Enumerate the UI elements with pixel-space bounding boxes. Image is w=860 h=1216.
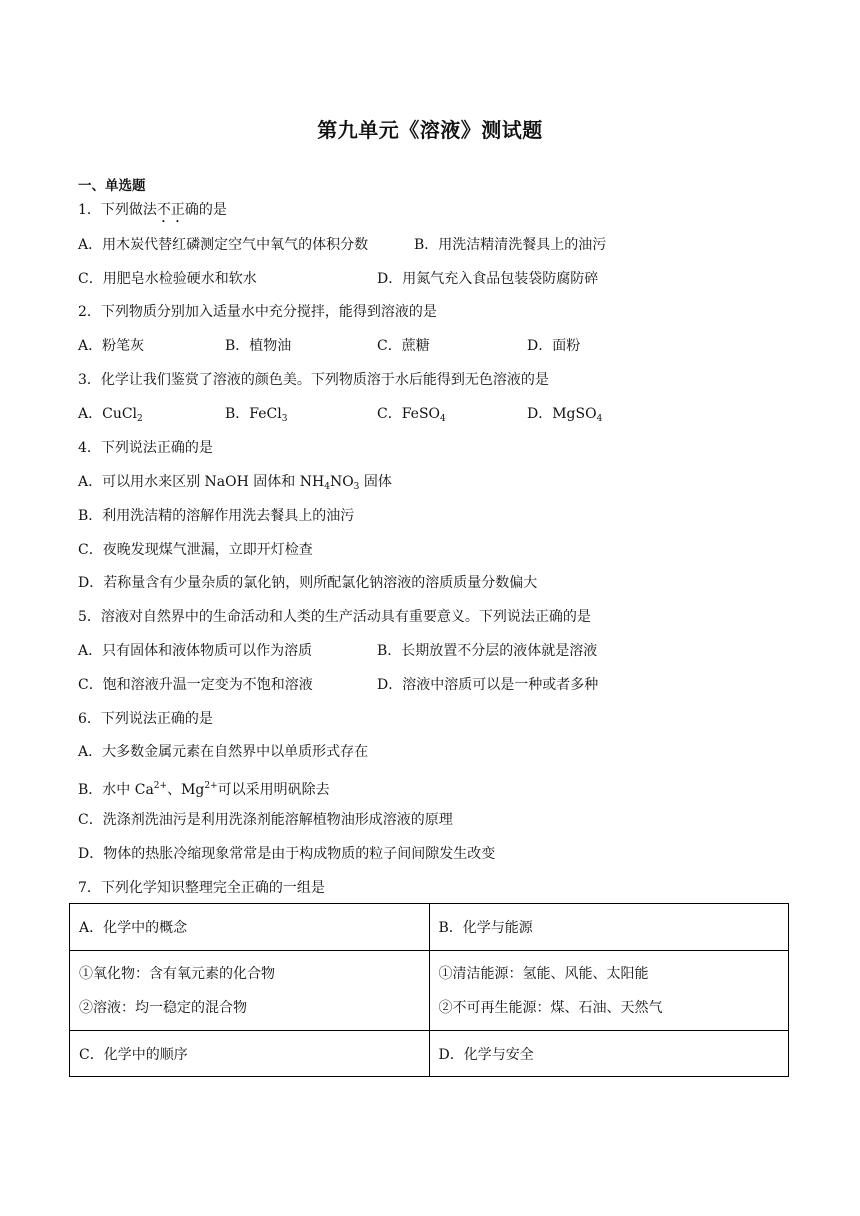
question-3-option-a bbox=[78, 404, 143, 429]
question-7-stem: 7．下列化学知识整理完全正确的一组是 bbox=[78, 880, 325, 896]
option-text: C．FeSO bbox=[377, 406, 441, 422]
question-4-option-c: C．夜晚发现煤气泄漏，立即开灯检查 bbox=[78, 542, 313, 558]
subscript: 2 bbox=[137, 414, 143, 424]
question-6-option-a: A．大多数金属元素在自然界中以单质形式存在 bbox=[78, 744, 369, 760]
option-text: B．FeCl bbox=[225, 406, 282, 422]
question-4-stem: 4．下列说法正确的是 bbox=[78, 440, 213, 456]
subscript: 4 bbox=[440, 414, 446, 424]
option-text: 、Mg bbox=[167, 782, 205, 798]
question-5-option-b: B．长期放置不分层的液体就是溶液 bbox=[377, 643, 598, 659]
question-2-option-d: D．面粉 bbox=[527, 338, 581, 354]
question-1-option-d: D．用氮气充入食品包装袋防腐防碎 bbox=[377, 271, 599, 287]
stem-text: 1．下列做法 bbox=[78, 202, 157, 218]
table-cell-d-header: D．化学与安全 bbox=[429, 1031, 789, 1077]
question-4-option-b: B．利用洗洁精的溶解作用洗去餐具上的油污 bbox=[78, 508, 355, 524]
superscript: 2+ bbox=[153, 781, 168, 791]
option-text: D．MgSO bbox=[527, 406, 597, 422]
question-6-stem: 6．下列说法正确的是 bbox=[78, 711, 213, 727]
table-row bbox=[70, 951, 789, 1031]
question-1-option-a: A．用木炭代替红磷测定空气中氧气的体积分数 bbox=[78, 237, 369, 253]
question-6-option-d: D．物体的热胀冷缩现象常常是由于构成物质的粒子间间隙发生改变 bbox=[78, 846, 496, 862]
section-heading: 一、单选题 bbox=[78, 178, 146, 194]
table-cell-line: ①氧化物：含有氧元素的化合物 bbox=[79, 966, 275, 982]
table-cell-a-header: A．化学中的概念 bbox=[70, 904, 430, 951]
question-1-stem bbox=[78, 200, 227, 226]
table-cell-line: ②溶液：均一稳定的混合物 bbox=[79, 1000, 247, 1016]
option-text: 可以采用明矾除去 bbox=[217, 782, 330, 798]
question-5-stem: 5．溶液对自然界中的生命活动和人类的生产活动具有重要意义。下列说法正确的是 bbox=[78, 609, 591, 625]
question-5-option-d: D．溶液中溶质可以是一种或者多种 bbox=[377, 677, 599, 693]
question-2-option-b: B．植物油 bbox=[225, 338, 292, 354]
option-text: A．CuCl bbox=[78, 406, 138, 422]
table-cell-b-header: B．化学与能源 bbox=[429, 904, 789, 951]
question-2-option-c: C．蔗糖 bbox=[377, 338, 430, 354]
question-3-option-c bbox=[377, 404, 446, 429]
option-text: A．可以用水来区别 NaOH 固体和 NH bbox=[78, 474, 325, 490]
option-text: NO bbox=[329, 474, 354, 490]
question-5-option-c: C．饱和溶液升温一定变为不饱和溶液 bbox=[78, 677, 313, 693]
superscript: 2+ bbox=[204, 781, 218, 791]
question-3-stem: 3．化学让我们鉴赏了溶液的颜色美。下列物质溶于水后能得到无色溶液的是 bbox=[78, 372, 549, 388]
table-cell-b-content bbox=[429, 951, 789, 1031]
question-1-option-b: B．用洗洁精清洗餐具上的油污 bbox=[414, 237, 607, 253]
question-1-option-c: C．用肥皂水检验硬水和软水 bbox=[78, 271, 257, 287]
question-4-option-d: D．若称量含有少量杂质的氯化钠，则所配氯化钠溶液的溶质质量分数偏大 bbox=[78, 575, 538, 591]
table-row bbox=[70, 1031, 789, 1077]
emphasized-text: 不正 bbox=[156, 202, 185, 218]
question-5-option-a: A．只有固体和液体物质可以作为溶质 bbox=[78, 643, 313, 659]
table-cell-line: ②不可再生能源：煤、石油、天然气 bbox=[438, 1000, 663, 1016]
stem-text: 确的是 bbox=[184, 202, 227, 218]
question-2-option-a: A．粉笔灰 bbox=[78, 338, 145, 354]
table-cell-line: ①清洁能源：氢能、风能、太阳能 bbox=[438, 966, 649, 982]
table-row bbox=[70, 904, 789, 951]
question-4-option-a bbox=[78, 472, 392, 497]
question-7-table bbox=[69, 903, 789, 1077]
table-cell-a-content bbox=[70, 951, 430, 1031]
subscript: 4 bbox=[324, 482, 330, 492]
question-3-option-d bbox=[527, 404, 602, 429]
table-cell-c-header: C．化学中的顺序 bbox=[70, 1031, 430, 1077]
option-text: 固体 bbox=[359, 474, 392, 490]
option-text: B．水中 Ca bbox=[78, 782, 154, 798]
question-6-option-c: C．洗涤剂洗油污是利用洗涤剂能溶解植物油形成溶液的原理 bbox=[78, 812, 453, 828]
question-2-stem: 2．下列物质分别加入适量水中充分搅拌，能得到溶液的是 bbox=[78, 304, 437, 320]
question-6-option-b bbox=[78, 776, 330, 800]
subscript: 3 bbox=[353, 482, 360, 492]
page-title: 第九单元《溶液》测试题 bbox=[317, 118, 543, 142]
question-3-option-b bbox=[225, 404, 287, 429]
subscript: 4 bbox=[596, 414, 603, 424]
subscript: 3 bbox=[281, 414, 288, 424]
